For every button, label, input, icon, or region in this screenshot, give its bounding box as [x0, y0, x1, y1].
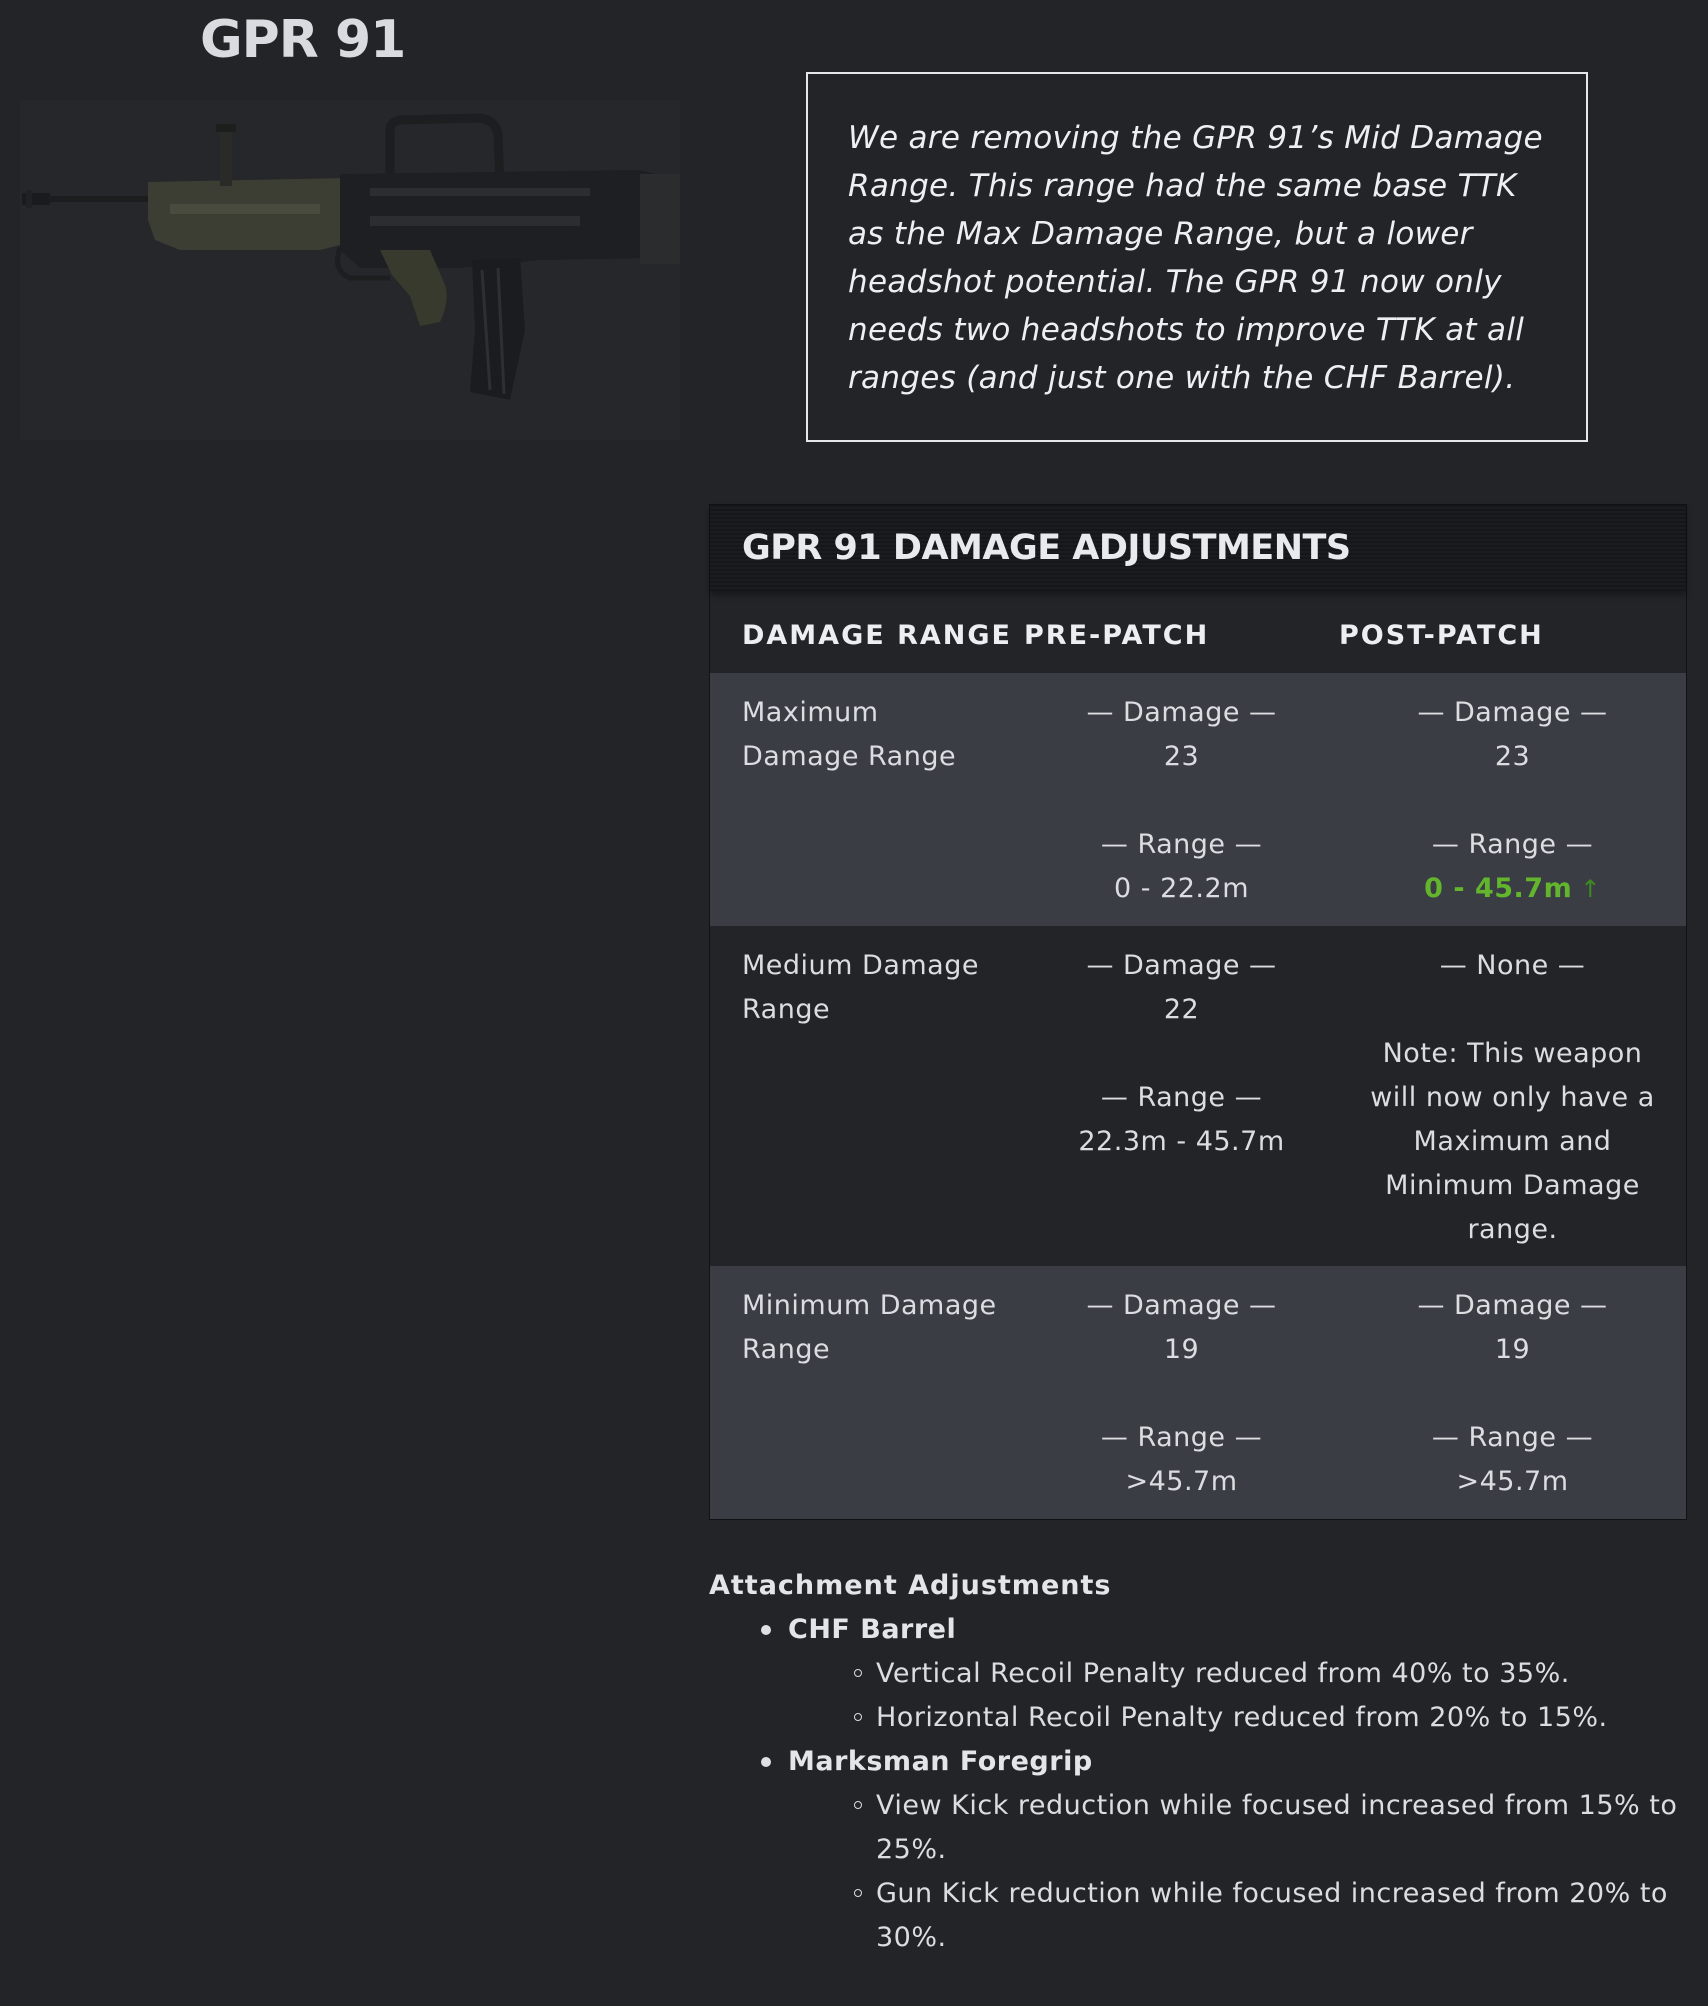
weapon-image	[20, 100, 680, 440]
attachment-name: Marksman Foregrip	[788, 1746, 1093, 1777]
arrow-up-icon: ↑	[1580, 875, 1601, 903]
pre-patch-cell	[1024, 673, 1339, 926]
post-patch-cell	[1339, 673, 1686, 926]
table-title: GPR 91 DAMAGE ADJUSTMENTS	[742, 528, 1351, 568]
row-label: Medium Damage Range	[742, 950, 979, 1025]
attachments-title: Attachment Adjustments	[709, 1570, 1112, 1601]
column-header-pre-patch: PRE-PATCH	[1024, 619, 1210, 651]
damage-adjustments-table	[709, 504, 1687, 1520]
range-value-highlight	[1339, 867, 1686, 911]
pre-patch-cell	[1024, 1266, 1339, 1519]
ring-bullet-icon	[854, 1889, 862, 1897]
attachment-name: CHF Barrel	[788, 1614, 957, 1645]
damage-value: 23	[1494, 741, 1531, 772]
range-label: — Range —	[1100, 829, 1263, 860]
damage-value: 19	[1494, 1334, 1531, 1365]
damage-value: 22	[1163, 994, 1200, 1025]
damage-value: 23	[1163, 741, 1200, 772]
damage-label: — Damage —	[1417, 1290, 1608, 1321]
change-list	[788, 1784, 1679, 1960]
range-value: 0 - 45.7m	[1424, 873, 1573, 904]
row-label: Maximum Damage Range	[742, 697, 957, 772]
pre-patch-cell	[1024, 926, 1339, 1266]
ring-bullet-icon	[854, 1801, 862, 1809]
bullet-icon	[761, 1625, 771, 1635]
table-header	[710, 505, 1686, 591]
damage-label: — Damage —	[1417, 697, 1608, 728]
range-label: — Range —	[1431, 1422, 1594, 1453]
column-header-damage-range: DAMAGE RANGE	[742, 619, 1012, 651]
range-value: 22.3m - 45.7m	[1078, 1126, 1285, 1157]
list-item	[709, 1740, 1679, 1960]
list-item: Horizontal Recoil Penalty reduced from 20% to 15%.	[788, 1696, 1679, 1740]
table-row	[710, 673, 1686, 926]
range-label: — Range —	[1100, 1422, 1263, 1453]
post-patch-cell	[1339, 926, 1686, 1266]
patch-note-text: We are removing the GPR 91’s Mid Damage Range. This range had the same base TTK as the Max Damage Range, but a lower headshot potential. The GPR 91 now only needs two headshots to improve TTK at all ranges (and just one with the CHF Barrel).	[848, 120, 1543, 396]
damage-value: 19	[1163, 1334, 1200, 1365]
note-text: Note: This weapon will now only have a Maximum and Minimum Damage range.	[1370, 1038, 1655, 1245]
row-label: Minimum Damage Range	[742, 1290, 997, 1365]
ring-bullet-icon	[854, 1713, 862, 1721]
range-value: >45.7m	[1125, 1466, 1238, 1497]
table-row	[710, 926, 1686, 1266]
range-value: >45.7m	[1456, 1466, 1569, 1497]
attachment-adjustments	[709, 1564, 1679, 1960]
table-row	[710, 1266, 1686, 1519]
bullet-icon	[761, 1757, 771, 1767]
list-item	[709, 1608, 1679, 1740]
damage-label: — Damage —	[1086, 950, 1277, 981]
list-item: Gun Kick reduction while focused increased from 20% to 30%.	[788, 1872, 1679, 1960]
column-headers	[710, 591, 1686, 673]
list-item: View Kick reduction while focused increased from 15% to 25%.	[788, 1784, 1679, 1872]
ring-bullet-icon	[854, 1669, 862, 1677]
weapon-title: GPR 91	[200, 10, 406, 70]
attachment-list	[709, 1608, 1679, 1960]
damage-label: — Damage —	[1086, 1290, 1277, 1321]
post-patch-cell	[1339, 1266, 1686, 1519]
list-item: Vertical Recoil Penalty reduced from 40% to 35%.	[788, 1652, 1679, 1696]
rifle-icon	[20, 100, 680, 440]
range-label: — Range —	[1431, 829, 1594, 860]
range-value: 0 - 22.2m	[1113, 873, 1249, 904]
range-label: — Range —	[1100, 1082, 1263, 1113]
damage-label: — Damage —	[1086, 697, 1277, 728]
none-label: — None —	[1439, 950, 1586, 981]
column-header-post-patch: POST-PATCH	[1339, 619, 1544, 651]
change-list	[788, 1652, 1679, 1740]
patch-note-quote	[806, 72, 1588, 442]
